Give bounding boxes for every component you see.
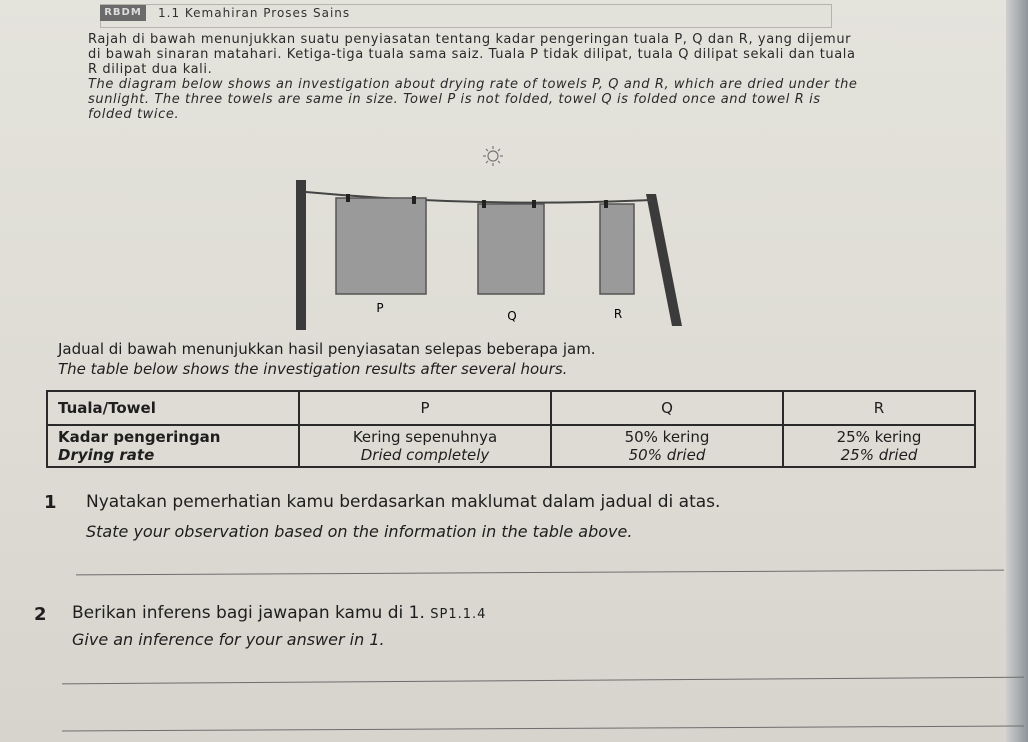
question-2-english: Give an inference for your answer in 1. xyxy=(72,630,385,649)
header-title: 1.1 Kemahiran Proses Sains xyxy=(158,6,351,20)
intro-text xyxy=(88,32,858,122)
towel-q xyxy=(478,204,544,294)
label-p: P xyxy=(376,301,384,315)
answer-line-2[interactable] xyxy=(62,677,1024,685)
table-caption-malay: Jadual di bawah menunjukkan hasil penyiasatan selepas beberapa jam. xyxy=(58,340,596,358)
answer-line-1[interactable] xyxy=(76,570,1004,576)
intro-malay: Rajah di bawah menunjukkan suatu penyiasatan tentang kadar pengeringan tuala P, Q dan R, yang dijemur di bawah sinaran matahari. Ketiga-tiga tuala sama saiz. Tuala P tidak dilipat, tuala Q dilipat sekali dan tuala R dilipat dua kali. xyxy=(88,32,856,77)
table-header-row xyxy=(47,391,975,425)
peg-icon xyxy=(482,200,486,208)
question-2-number: 2 xyxy=(34,604,47,625)
question-1-malay: Nyatakan pemerhatian kamu berdasarkan maklumat dalam jadual di atas. xyxy=(86,492,721,512)
table-header-cell: Tuala/Towel xyxy=(47,391,299,425)
peg-icon xyxy=(412,196,416,204)
table-cell xyxy=(783,425,975,467)
table-cell xyxy=(299,425,551,467)
row-label-cell xyxy=(47,425,299,467)
right-pole xyxy=(646,194,682,326)
sun-icon xyxy=(483,146,503,166)
cell-english: 25% dried xyxy=(840,446,918,464)
question-2-malay-text: Berikan inferens bagi jawapan kamu di 1. xyxy=(72,603,425,623)
header-badge: RBDM xyxy=(100,5,146,21)
question-2-malay xyxy=(72,603,486,623)
peg-icon xyxy=(532,200,536,208)
intro-english: The diagram below shows an investigation about drying rate of towels P, Q and R, which are dried under the sunlight. The three towels are same in size. Towel P is not folded, towel Q is folded once and towel R is folded twice. xyxy=(88,77,858,122)
table-caption-english: The table below shows the investigation results after several hours. xyxy=(58,360,568,378)
table-header-cell: P xyxy=(299,391,551,425)
cell-malay: 50% kering xyxy=(624,428,710,446)
cell-malay: 25% kering xyxy=(836,428,922,446)
answer-line-3[interactable] xyxy=(62,725,1024,731)
question-1-number: 1 xyxy=(44,492,57,513)
row-label-english: Drying rate xyxy=(58,446,155,464)
peg-icon xyxy=(346,194,350,202)
table-header-cell: Q xyxy=(551,391,783,425)
results-table xyxy=(46,390,976,468)
peg-icon xyxy=(604,200,608,208)
left-pole xyxy=(296,180,306,330)
towel-diagram xyxy=(280,140,700,335)
cell-english: Dried completely xyxy=(360,446,490,464)
towel-r xyxy=(600,204,634,294)
question-1-english: State your observation based on the information in the table above. xyxy=(86,522,633,541)
label-r: R xyxy=(613,307,623,321)
row-label-malay: Kadar pengeringan xyxy=(58,428,221,446)
table-row xyxy=(47,425,975,467)
cell-malay: Kering sepenuhnya xyxy=(352,428,498,446)
label-q: Q xyxy=(507,309,517,323)
book-edge xyxy=(1006,0,1028,742)
table-cell xyxy=(551,425,783,467)
table-header-cell: R xyxy=(783,391,975,425)
question-2-code: SP1.1.4 xyxy=(430,607,487,622)
cell-english: 50% dried xyxy=(628,446,706,464)
towel-p xyxy=(336,198,426,294)
